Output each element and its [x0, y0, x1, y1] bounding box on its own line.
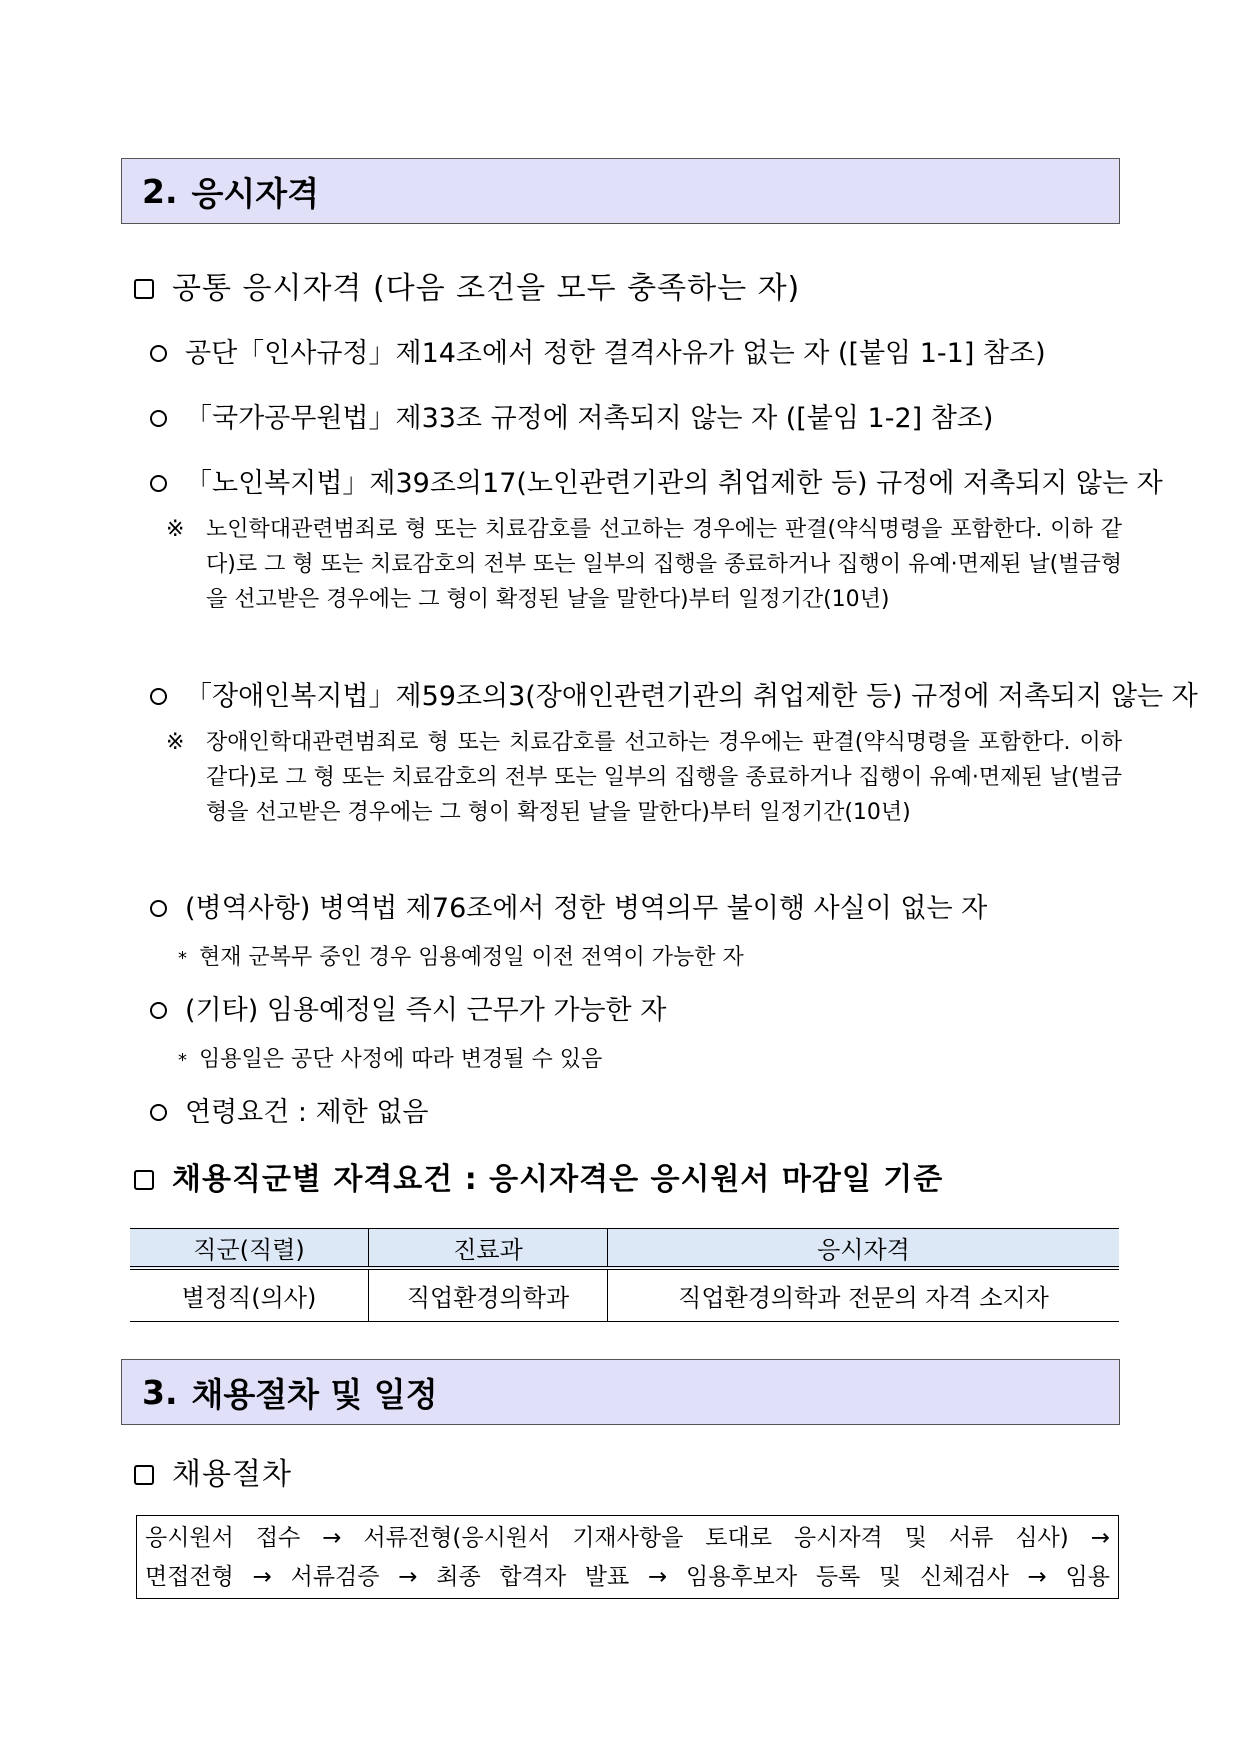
square-bullet-icon — [134, 1170, 154, 1190]
table-cell: 직업환경의학과 — [369, 1268, 608, 1322]
qualification-item: 연령요건 : 제한 없음 — [150, 1090, 429, 1129]
table-header: 응시자격 — [608, 1229, 1120, 1269]
qualification-item: 「장애인복지법」제59조의3(장애인관련기관의 취업제한 등) 규정에 저촉되지 않는 자 — [150, 674, 1198, 713]
circle-bullet-icon — [150, 900, 167, 917]
circle-bullet-icon — [150, 475, 167, 492]
section-3-title: 채용절차 및 일정 — [191, 1374, 438, 1414]
table-header: 진료과 — [369, 1229, 608, 1269]
square-bullet-icon — [134, 1465, 154, 1485]
square-bullet-icon — [134, 279, 154, 299]
table-cell: 직업환경의학과 전문의 자격 소지자 — [608, 1268, 1120, 1322]
section-2-number: 2. — [142, 171, 178, 211]
qualification-item: 「국가공무원법」제33조 규정에 저촉되지 않는 자 ([붙임 1-2] 참조) — [150, 396, 993, 435]
circle-bullet-icon — [150, 345, 167, 362]
common-qualification-heading: 공통 응시자격 (다음 조건을 모두 충족하는 자) — [134, 263, 800, 307]
circle-bullet-icon — [150, 1104, 167, 1121]
reference-mark: ※ — [166, 517, 185, 542]
section-2-header — [121, 158, 1120, 224]
section-3-header — [121, 1359, 1120, 1425]
qualification-note: ※ 노인학대관련범죄로 형 또는 치료감호를 선고하는 경우에는 판결(약식명령을 포함한다. 이하 같다)로 그 형 또는 치료감호의 전부 또는 일부의 집행을 종료하거나 집행이 유예·면제된 날(벌금형을 선고받은 경우에는 그 형이 확정된 날을 말한다)부터 일정기간(10년) — [166, 512, 1122, 617]
table-cell: 별정직(의사) — [130, 1268, 369, 1322]
qualification-subnote: * 현재 군복무 중인 경우 임용예정일 이전 전역이 가능한 자 — [178, 945, 744, 970]
procedure-line-2: 면접전형 → 서류검증 → 최종 합격자 발표 → 임용후보자 등록 및 신체검사 → 임용 — [145, 1564, 1110, 1590]
qualification-item: (병역사항) 병역법 제76조에서 정한 병역의무 불이행 사실이 없는 자 — [150, 886, 987, 925]
circle-bullet-icon — [150, 410, 167, 427]
job-qualification-heading: 채용직군별 자격요건 : 응시자격은 응시원서 마감일 기준 — [134, 1154, 943, 1198]
section-2-title: 응시자격 — [191, 173, 320, 213]
procedure-box — [136, 1515, 1119, 1599]
circle-bullet-icon — [150, 688, 167, 705]
qualification-note: ※ 장애인학대관련범죄로 형 또는 치료감호를 선고하는 경우에는 판결(약식명령을 포함한다. 이하 같다)로 그 형 또는 치료감호의 전부 또는 일부의 집행을 종료하거나 집행이 유예·면제된 날(벌금형을 선고받은 경우에는 그 형이 확정된 날을 말한다)부터 일정기간(10년) — [166, 725, 1122, 830]
qualification-item: 「노인복지법」제39조의17(노인관련기관의 취업제한 등) 규정에 저촉되지 않는 자 — [150, 461, 1163, 500]
table-row — [130, 1268, 1119, 1322]
qualification-subnote: * 임용일은 공단 사정에 따라 변경될 수 있음 — [178, 1047, 603, 1072]
section-3-number: 3. — [142, 1372, 178, 1412]
job-qualification-table — [130, 1228, 1119, 1322]
qualification-item: 공단「인사규정」제14조에서 정한 결격사유가 없는 자 ([붙임 1-1] 참조) — [150, 331, 1046, 370]
procedure-line-1: 응시원서 접수 → 서류전형(응시원서 기재사항을 토대로 응시자격 및 서류 심사) → — [145, 1525, 1110, 1551]
qualification-item: (기타) 임용예정일 즉시 근무가 가능한 자 — [150, 988, 666, 1027]
circle-bullet-icon — [150, 1002, 167, 1019]
table-header: 직군(직렬) — [130, 1229, 369, 1269]
reference-mark: ※ — [166, 730, 185, 755]
procedure-heading: 채용절차 — [134, 1449, 292, 1493]
